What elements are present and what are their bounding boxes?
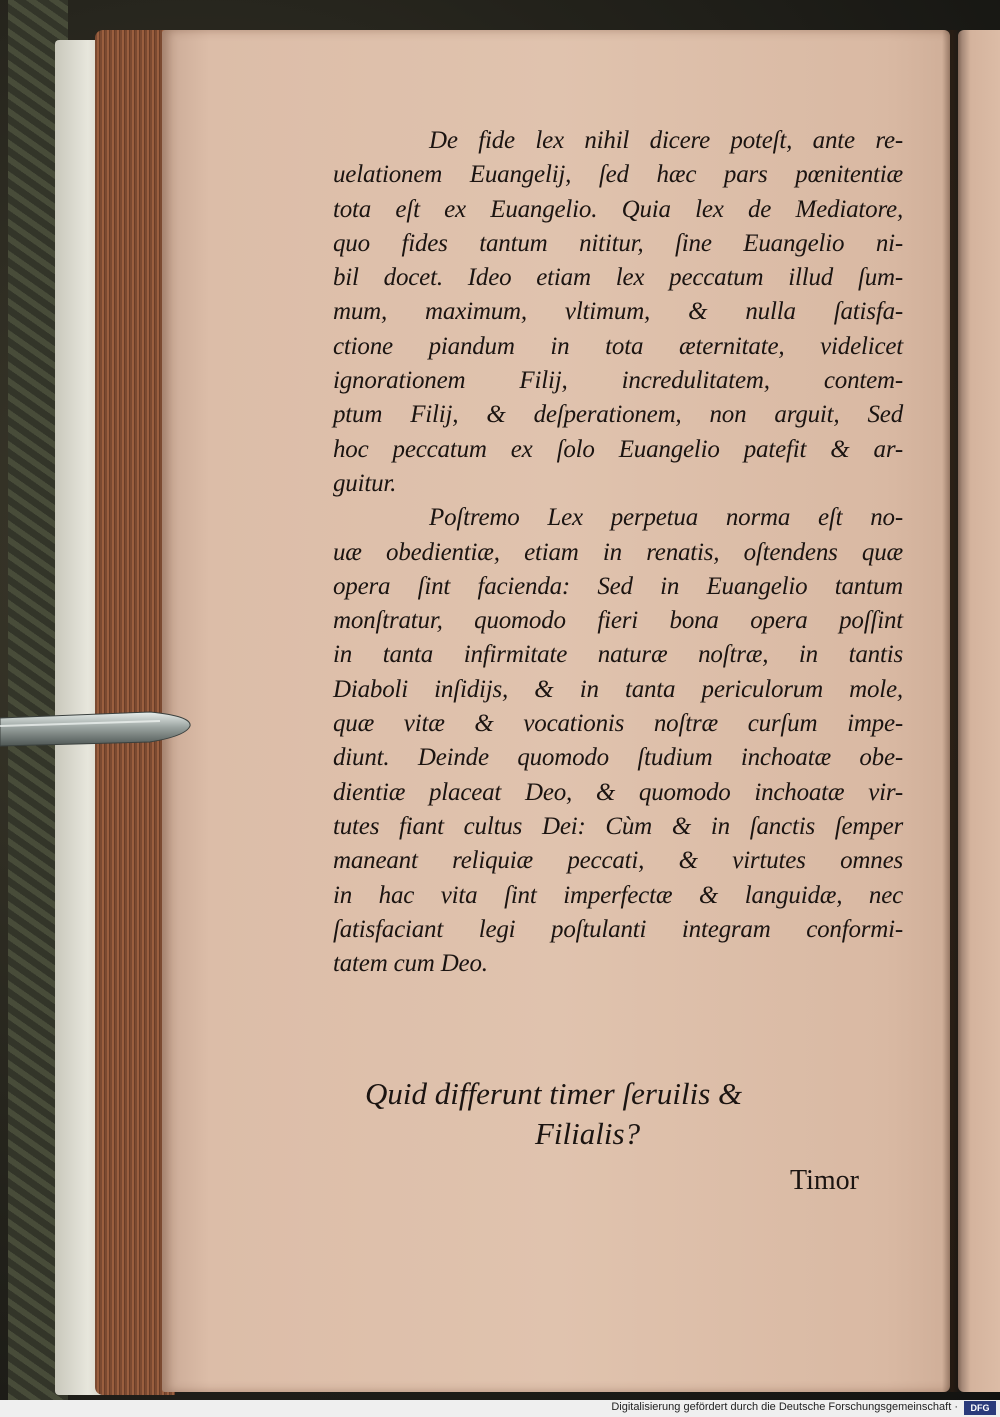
text-line: diunt. Deinde quomodo ſtudium inchoatæ obe- xyxy=(333,744,903,772)
text-line: mum, maximum, vltimum, & nulla ſatisfa- xyxy=(333,298,903,326)
section-heading xyxy=(365,1074,885,1154)
text-line: uelationem Euangelij, ſed hæc pars pœnitentiæ xyxy=(333,161,903,189)
text-line: ctione piandum in tota æternitate, videlicet xyxy=(333,332,903,360)
page-body-text xyxy=(333,124,903,981)
heading-line-2: Filialis? xyxy=(535,1116,641,1151)
heading-line-1: Quid differunt timer ſeruilis & xyxy=(365,1076,743,1111)
digitization-footer xyxy=(0,1400,1000,1417)
text-line: dientiæ placeat Deo, & quomodo inchoatæ vir- xyxy=(333,778,903,806)
text-line: quo fides tantum nititur, ſine Euangelio ni- xyxy=(333,229,903,257)
text-line: in tanta infirmitate naturæ noſtræ, in tantis xyxy=(333,641,903,669)
text-line: opera ſint facienda: Sed in Euangelio tantum xyxy=(333,572,903,600)
funding-credit: Digitalisierung gefördert durch die Deutsche Forschungsgemeinschaft · xyxy=(611,1401,958,1413)
text-line: maneant reliquiæ peccati, & virtutes omnes xyxy=(333,847,903,875)
text-line: in hac vita ſint imperfectæ & languidæ, nec xyxy=(333,881,903,909)
text-line: tota eſt ex Euangelio. Quia lex de Mediatore, xyxy=(333,195,903,223)
text-line: ptum Filij, & deſperationem, non arguit, Sed xyxy=(333,401,903,429)
text-line: monſtratur, quomodo fieri bona opera poſſint xyxy=(333,607,903,635)
text-line: ſatisfaciant legi poſtulanti integram conformi- xyxy=(333,915,903,943)
text-line: guitur. xyxy=(333,469,397,497)
page-gutter xyxy=(942,30,962,1392)
text-line: De fide lex nihil dicere poteſt, ante re- xyxy=(429,127,903,154)
dfg-logo: DFG xyxy=(964,1401,996,1415)
text-line: Diaboli inſidijs, & in tanta periculorum mole, xyxy=(333,675,903,703)
text-line: tutes fiant cultus Dei: Cùm & in ſanctis ſemper xyxy=(333,812,903,840)
text-line: ignorationem Filij, incredulitatem, contem- xyxy=(333,367,903,395)
text-line: uæ obedientiæ, etiam in renatis, oſtendens quæ xyxy=(333,538,903,566)
page-holder-knife-icon xyxy=(0,704,195,754)
facing-page-edge xyxy=(958,30,1000,1392)
text-line: bil docet. Ideo etiam lex peccatum illud ſum- xyxy=(333,264,903,292)
text-line: Poſtremo Lex perpetua norma eſt no- xyxy=(429,504,903,532)
text-line: tatem cum Deo. xyxy=(333,950,488,978)
text-line: hoc peccatum ex ſolo Euangelio patefit & ar- xyxy=(333,435,903,463)
catchword: Timor xyxy=(790,1165,860,1196)
text-line: quæ vitæ & vocationis noſtræ curſum impe- xyxy=(333,710,903,738)
